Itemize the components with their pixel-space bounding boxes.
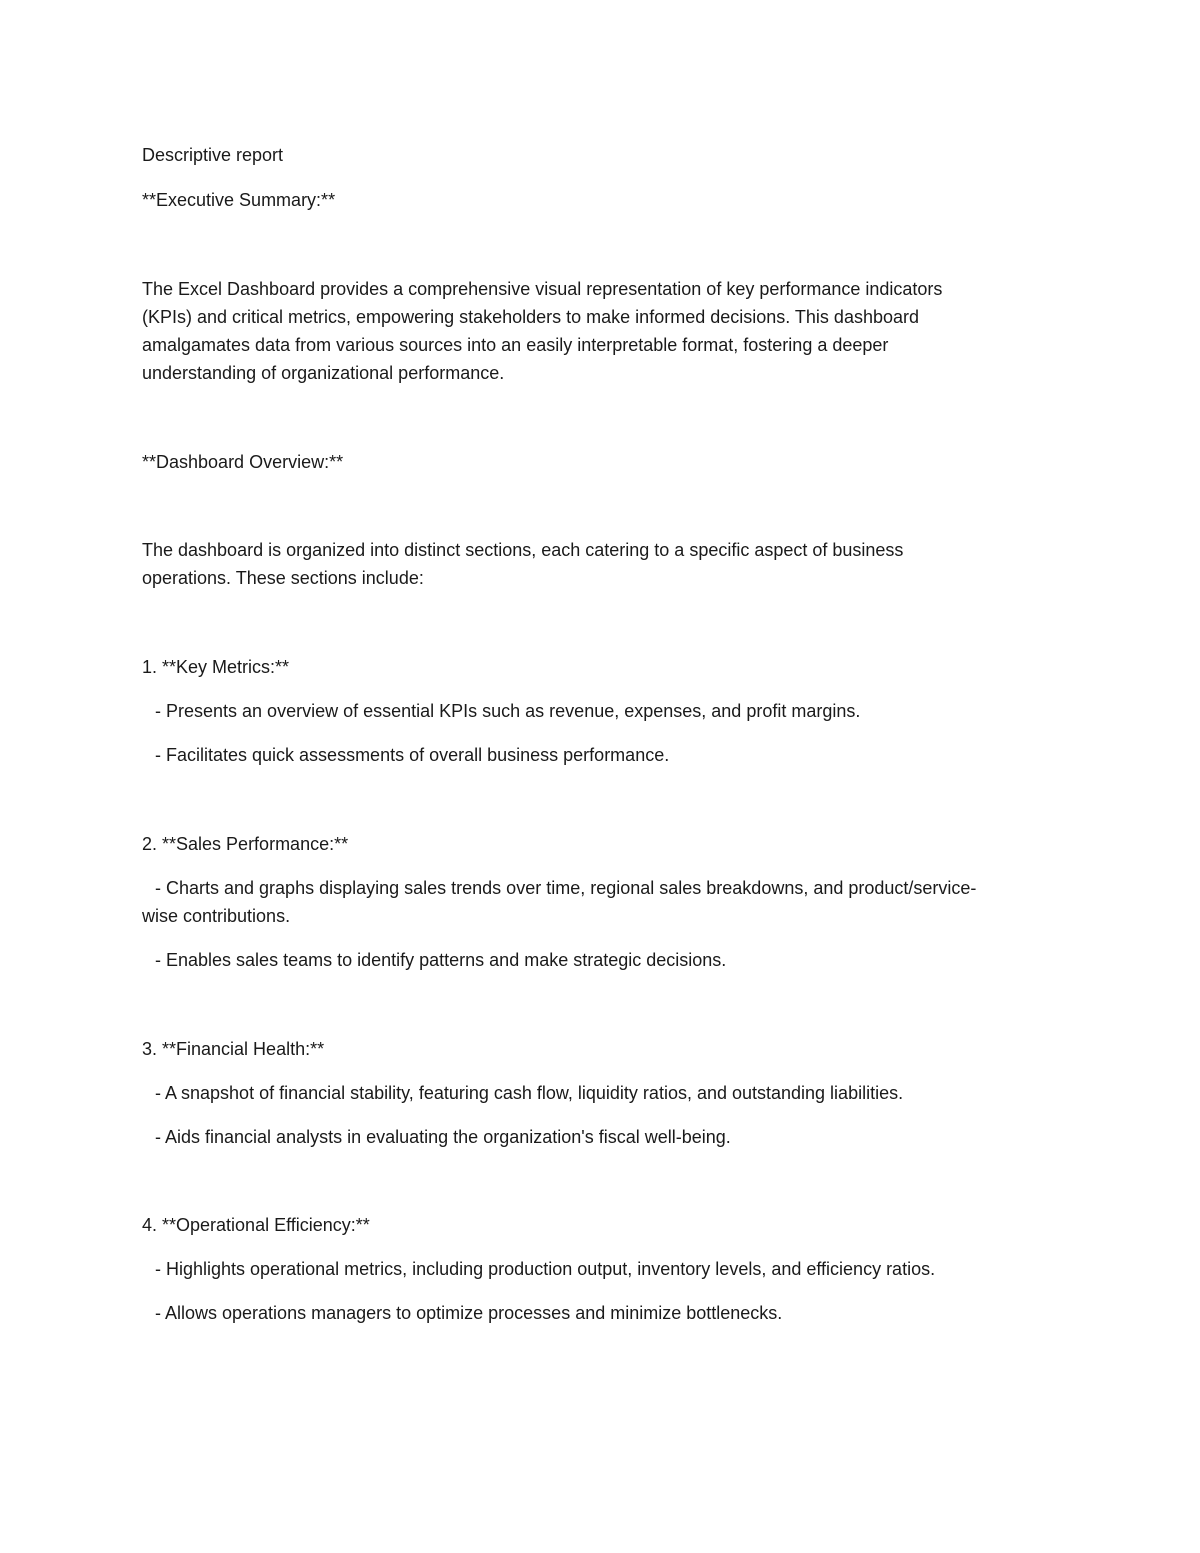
section-bullet-continuation: wise contributions. bbox=[142, 906, 291, 926]
executive-summary-heading: **Executive Summary:** bbox=[142, 190, 336, 210]
section-bullet: - Allows operations managers to optimize processes and minimize bottlenecks. bbox=[155, 1303, 783, 1323]
dashboard-overview-line: The dashboard is organized into distinct sections, each catering to a specific aspect of business bbox=[142, 540, 904, 560]
section-bullet: - Facilitates quick assessments of overall business performance. bbox=[155, 745, 670, 765]
section-heading-sales-performance: 2. **Sales Performance:** bbox=[142, 834, 349, 854]
section-bullet: - Enables sales teams to identify patterns and make strategic decisions. bbox=[155, 950, 727, 970]
section-heading-financial-health: 3. **Financial Health:** bbox=[142, 1039, 325, 1059]
executive-summary-line: understanding of organizational performance. bbox=[142, 363, 505, 383]
dashboard-overview-heading: **Dashboard Overview:** bbox=[142, 452, 344, 472]
section-heading-operational-efficiency: 4. **Operational Efficiency:** bbox=[142, 1215, 370, 1235]
executive-summary-line: The Excel Dashboard provides a comprehensive visual representation of key performance indicators bbox=[142, 279, 943, 299]
section-bullet: - Charts and graphs displaying sales trends over time, regional sales breakdowns, and product/service- bbox=[155, 878, 977, 898]
section-bullet: - A snapshot of financial stability, featuring cash flow, liquidity ratios, and outstanding liabilities. bbox=[155, 1083, 904, 1103]
executive-summary-line: amalgamates data from various sources into an easily interpretable format, fostering a deeper bbox=[142, 335, 889, 355]
section-heading-key-metrics: 1. **Key Metrics:** bbox=[142, 657, 290, 677]
document-title: Descriptive report bbox=[142, 145, 284, 165]
dashboard-overview-line: operations. These sections include: bbox=[142, 568, 424, 588]
section-bullet: - Aids financial analysts in evaluating the organization's fiscal well-being. bbox=[155, 1127, 731, 1147]
section-bullet: - Presents an overview of essential KPIs such as revenue, expenses, and profit margins. bbox=[155, 701, 861, 721]
section-bullet: - Highlights operational metrics, including production output, inventory levels, and efficiency ratios. bbox=[155, 1259, 936, 1279]
executive-summary-line: (KPIs) and critical metrics, empowering stakeholders to make informed decisions. This dashboard bbox=[142, 307, 920, 327]
